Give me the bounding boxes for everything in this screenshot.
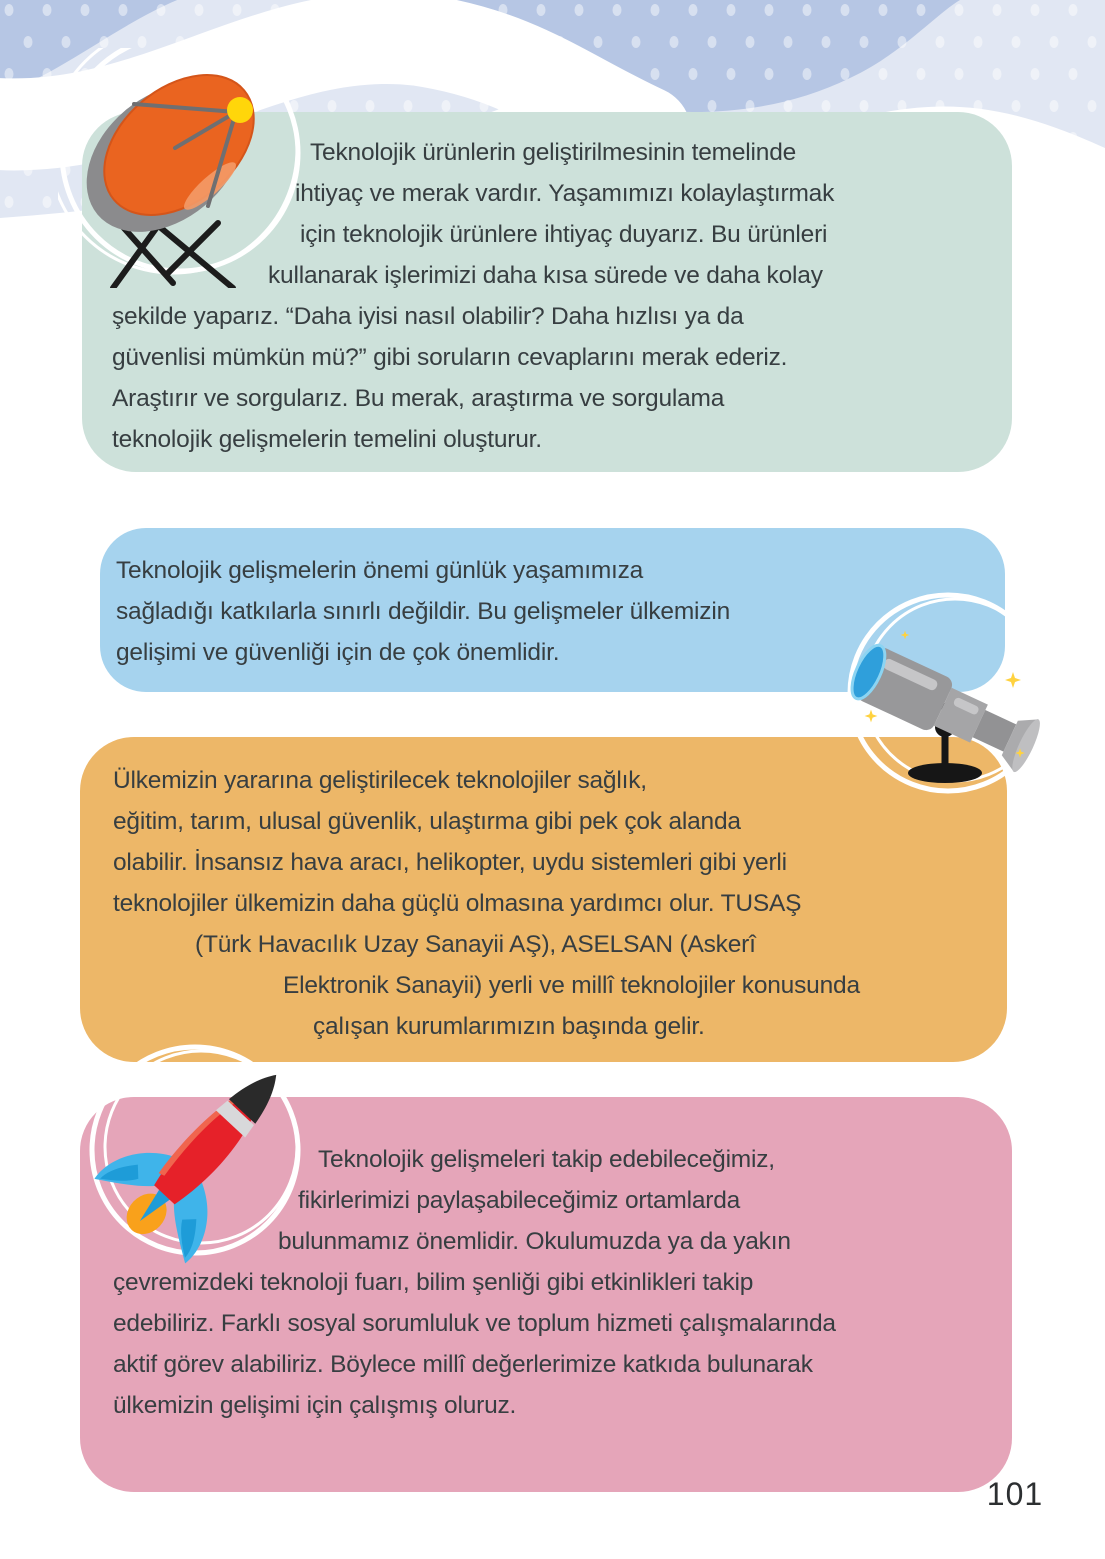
- page-number: 101: [986, 1476, 1044, 1512]
- text-line: teknolojiler ülkemizin daha güçlü olmasına yardımcı olur. TUSAŞ: [113, 890, 802, 917]
- text-line: kullanarak işlerimizi daha kısa sürede ve daha kolay: [268, 262, 823, 289]
- text-line: Teknolojik gelişmeleri takip edebileceğimiz,: [318, 1146, 775, 1173]
- text-line: çevremizdeki teknoloji fuarı, bilim şenliği gibi etkinlikleri takip: [113, 1269, 754, 1296]
- text-line: için teknolojik ürünlere ihtiyaç duyarız. Bu ürünleri: [300, 221, 828, 248]
- text-line: çalışan kurumlarımızın başında gelir.: [313, 1013, 705, 1040]
- text-line: olabilir. İnsansız hava aracı, helikopter, uydu sistemleri gibi yerli: [113, 849, 787, 876]
- rocket-icon: [58, 1008, 328, 1288]
- text-line: ülkemizin gelişimi için çalışmış oluruz.: [113, 1392, 517, 1419]
- text-line: sağladığı katkılarla sınırlı değildir. Bu gelişmeler ülkemizin: [116, 598, 730, 625]
- text-line: Teknolojik gelişmelerin önemi günlük yaşamımıza: [116, 557, 644, 584]
- text-line: Ülkemizin yararına geliştirilecek teknolojiler sağlık,: [113, 767, 647, 794]
- text-line: edebiliriz. Farklı sosyal sorumluluk ve toplum hizmeti çalışmalarında: [113, 1310, 836, 1337]
- text-line: Teknolojik ürünlerin geliştirilmesinin temelinde: [310, 139, 797, 166]
- text-line: güvenlisi mümkün mü?” gibi soruların cevaplarını merak ederiz.: [112, 344, 788, 371]
- satellite-dish-icon: [58, 48, 358, 288]
- text-line: Elektronik Sanayii) yerli ve millî teknolojiler konusunda: [283, 972, 860, 999]
- telescope-icon: [828, 583, 1068, 808]
- text-line: gelişimi ve güvenliği için de çok önemlidir.: [116, 639, 560, 666]
- text-line: Araştırır ve sorgularız. Bu merak, araştırma ve sorgulama: [112, 385, 725, 412]
- text-line: bulunmamız önemlidir. Okulumuzda ya da yakın: [278, 1228, 791, 1255]
- text-line: şekilde yaparız. “Daha iyisi nasıl olabilir? Daha hızlısı ya da: [112, 303, 744, 330]
- text-line: teknolojik gelişmelerin temelini oluşturur.: [112, 426, 542, 453]
- text-line: ihtiyaç ve merak vardır. Yaşamımızı kolaylaştırmak: [295, 180, 835, 207]
- text-line: fikirlerimizi paylaşabileceğimiz ortamlarda: [298, 1187, 741, 1214]
- text-line: aktif görev alabiliriz. Böylece millî değerlerimize katkıda bulunarak: [113, 1351, 813, 1378]
- text-line: eğitim, tarım, ulusal güvenlik, ulaştırma gibi pek çok alanda: [113, 808, 741, 835]
- text-line: (Türk Havacılık Uzay Sanayii AŞ), ASELSAN (Askerî: [195, 931, 756, 958]
